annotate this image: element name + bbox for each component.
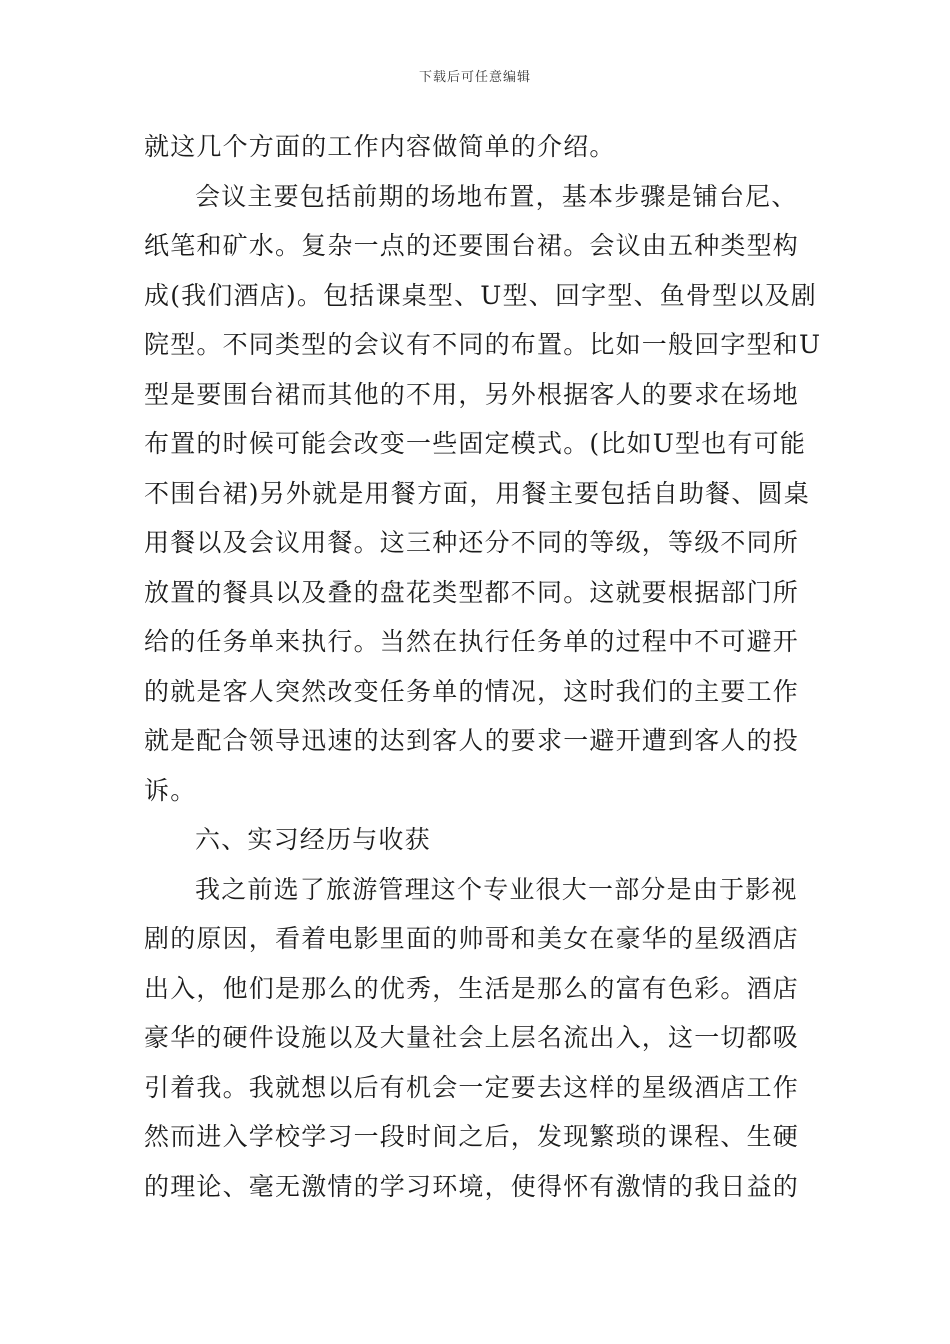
text-line: 就是配合领导迅速的达到客人的要求一避开遭到客人的投 <box>144 726 800 755</box>
text-line: 放置的餐具以及叠的盘花类型都不同。这就要根据部门所 <box>144 577 800 607</box>
text-line: 的就是客人突然改变任务单的情况，这时我们的主要工作 <box>144 676 800 706</box>
text-line: 给的任务单来执行。当然在执行任务单的过程中不可避开 <box>144 627 800 656</box>
section-heading: 六、实习经历与收获 <box>195 825 431 854</box>
document-body <box>144 122 822 1211</box>
text-line: 用餐以及会议用餐。这三种还分不同的等级，等级不同所 <box>144 528 800 557</box>
text-line: 型是要围台裙而其他的不用，另外根据客人的要求在场地 <box>144 379 800 409</box>
text-line: 诉。 <box>144 775 197 805</box>
text-line: 院型。不同类型的会议有不同的布置。比如一般回字型和U <box>144 330 822 359</box>
page-header: 下载后可任意编辑 <box>418 70 531 85</box>
text-line: 我之前选了旅游管理这个专业很大一部分是由于影视 <box>195 874 798 904</box>
text-line: 成(我们酒店)。包括课桌型、U型、回字型、鱼骨型以及剧 <box>144 280 817 310</box>
text-line: 出入，他们是那么的优秀，生活是那么的富有色彩。酒店 <box>144 973 800 1003</box>
text-line: 纸笔和矿水。复杂一点的还要围台裙。会议由五种类型构 <box>144 231 800 260</box>
text-line: 剧的原因，看着电影里面的帅哥和美女在豪华的星级酒店 <box>144 924 800 953</box>
text-line: 不围台裙)另外就是用餐方面，用餐主要包括自助餐、圆桌 <box>144 478 810 508</box>
text-line: 引着我。我就想以后有机会一定要去这样的星级酒店工作 <box>144 1072 800 1102</box>
text-line: 布置的时候可能会改变一些固定模式。(比如U型也有可能 <box>144 429 807 458</box>
text-line: 就这几个方面的工作内容做简单的介绍。 <box>144 132 616 161</box>
text-line: 然而进入学校学习一段时间之后，发现繁琐的课程、生硬 <box>144 1122 800 1151</box>
text-line: 的理论、毫无激情的学习环境，使得怀有激情的我日益的 <box>144 1171 800 1201</box>
text-line: 豪华的硬件设施以及大量社会上层名流出入，这一切都吸 <box>144 1023 800 1052</box>
text-line: 会议主要包括前期的场地布置，基本步骤是铺台尼、 <box>195 181 798 211</box>
